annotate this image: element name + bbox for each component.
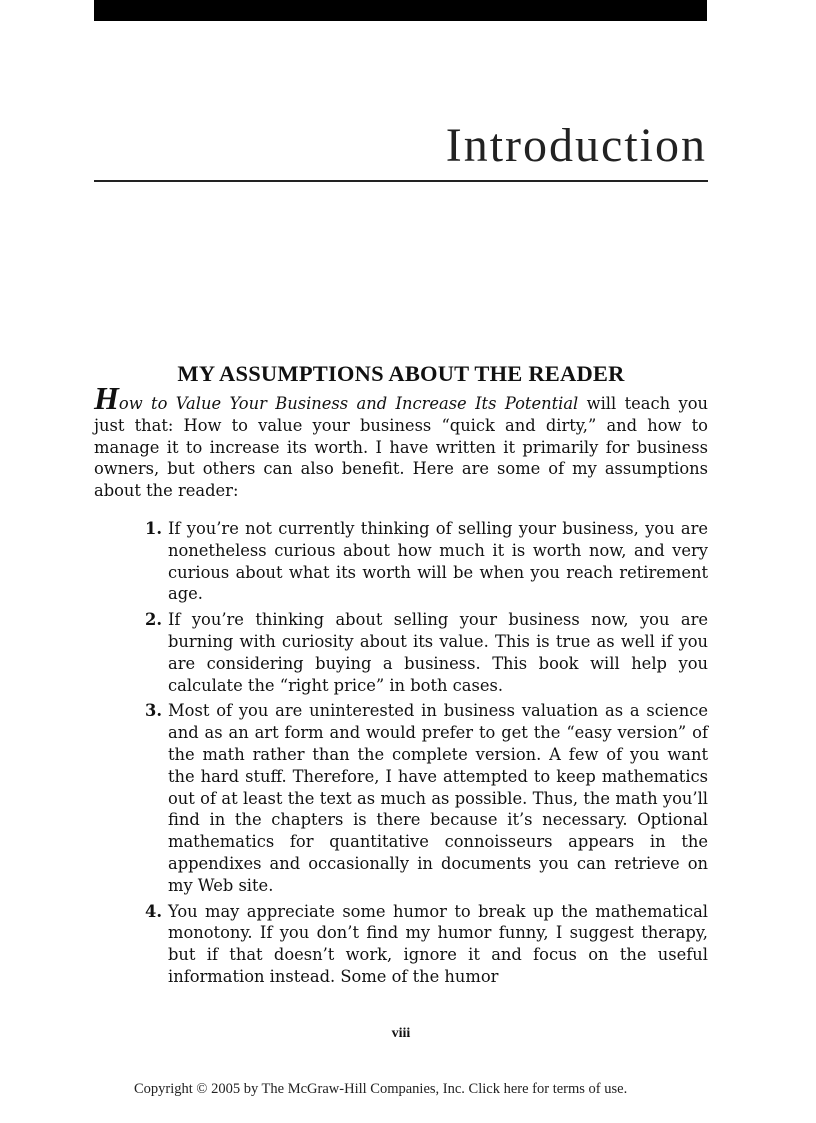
title-rule [94,180,708,182]
top-header-bar [94,0,707,21]
assumptions-list [128,518,708,992]
item-text: If you’re thinking about selling your business now, you are burning with curiosity about its value. This is true as well if you are considering buying a business. This book will help you calculate the “right price” in both cases. [168,610,708,695]
page-number: viii [391,1026,411,1041]
list-item [128,700,708,896]
dropcap: H [94,380,119,416]
copyright-notice [134,1081,627,1098]
list-item [128,901,708,988]
item-number: 2. [145,610,162,630]
item-text: You may appreciate some humor to break up the mathematical monotony. If you don’t find my humor funny, I suggest therapy, but if that doesn’t work, ignore it and focus on the useful information instead. Some of the humor [168,901,708,986]
item-text: If you’re not currently thinking of selling your business, you are nonetheless curious about how much it is worth now, and very curious about what its worth will be when you reach retirement age. [168,519,708,604]
item-number: 4. [145,901,162,921]
intro-text: will teach you just that: How to value your business “quick and dirty,” and how to manage it to increase its worth. I have written it primarily for business owners, but others can also benefit. Here are some of my assumptions about the reader: [94,394,708,501]
item-number: 3. [145,701,162,721]
chapter-title: Introduction [445,119,707,172]
copyright-text: Copyright © 2005 by The McGraw-Hill Companies, Inc. [134,1081,469,1097]
book-title: ow to Value Your Business and Increase Its Potential [118,394,579,413]
list-item [128,518,708,605]
item-number: 1. [145,519,162,538]
list-item [128,609,708,696]
intro-paragraph [94,380,708,502]
item-text: Most of you are uninterested in business valuation as a science and as an art form and would prefer to get the “easy version” of the math rather than the complete version. A few of you want the hard stuff. Therefore, I have attempted to keep mathematics out of at least the text as much as possible. Thus, the math you’ll find in the chapters is there because it’s necessary. Optional mathematics for quantitative connoisseurs appears in the appendixes and occasionally in documents you can retrieve on my Web site. [168,701,708,895]
terms-of-use-link[interactable]: Click here for terms of use. [468,1081,628,1097]
section-heading: MY ASSUMPTIONS ABOUT THE READER [177,361,625,386]
